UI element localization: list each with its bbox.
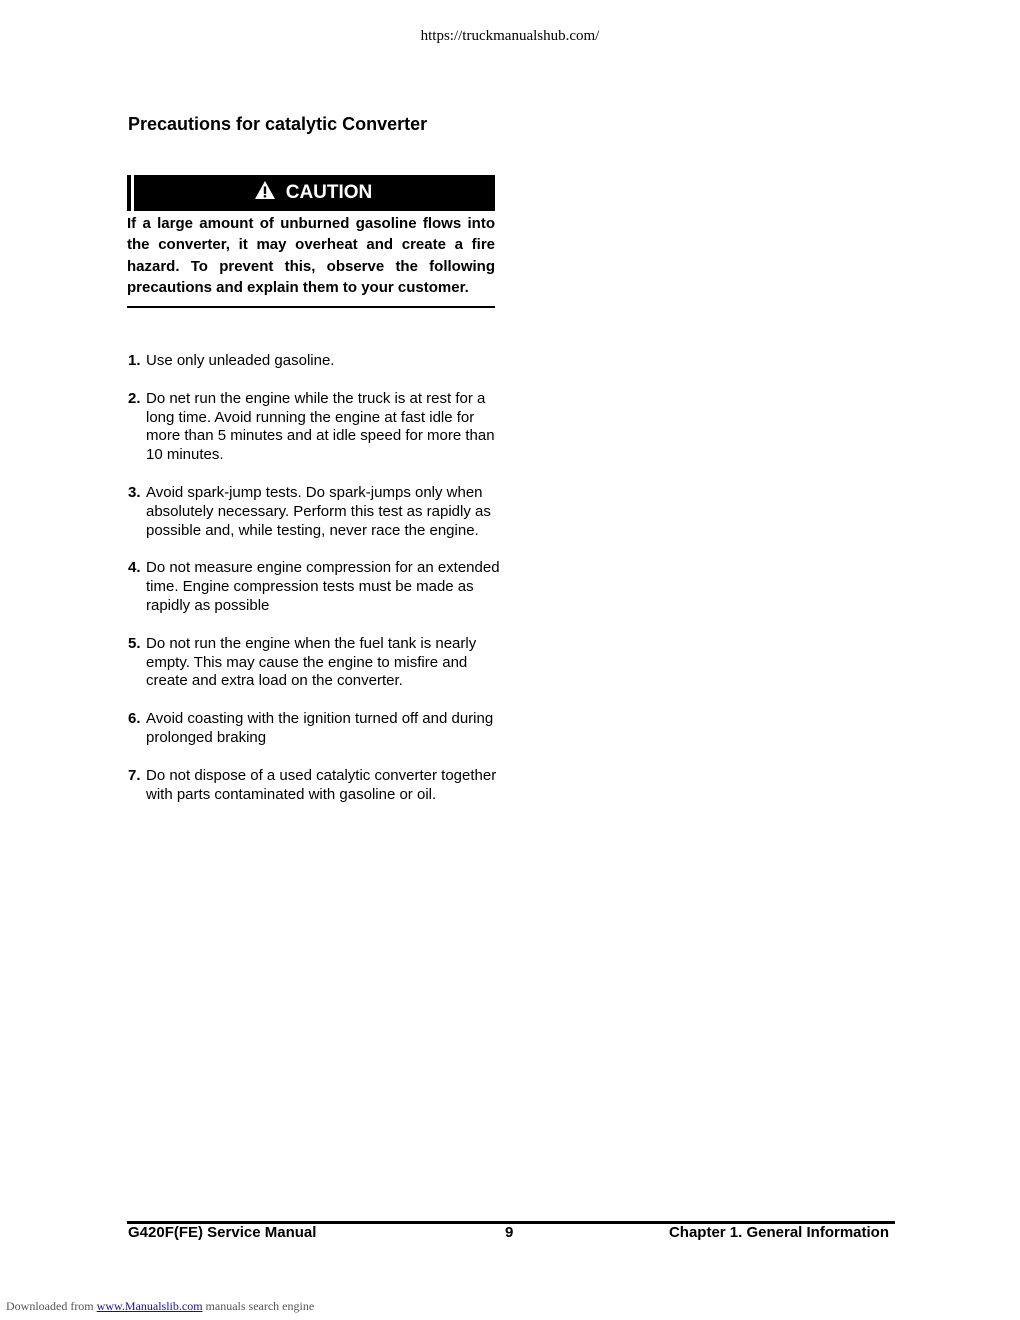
- warning-triangle-icon: [254, 180, 286, 206]
- download-credit: [6, 1299, 314, 1314]
- list-item-text: Use only unleaded gasoline.: [146, 352, 335, 369]
- list-item-number: 6.: [128, 710, 141, 728]
- list-item-number: 7.: [128, 766, 141, 784]
- list-item: [128, 484, 500, 540]
- list-item-text: Do not measure engine compression for an extended time. Engine compression tests must be made as rapidly as possible: [146, 559, 500, 614]
- caution-header: [127, 175, 495, 211]
- section-title: Precautions for catalytic Converter: [128, 114, 428, 134]
- list-item-text: Do not run the engine when the fuel tank is nearly empty. This may cause the engine to misfire and create and extra load on the converter.: [146, 634, 477, 690]
- list-item-number: 1.: [128, 352, 141, 369]
- caution-label: CAUTION: [285, 182, 373, 203]
- manualslib-link[interactable]: www.Manualslib.com: [96, 1299, 203, 1313]
- footer-chapter: Chapter 1. General Information: [668, 1224, 889, 1241]
- list-item-text: Avoid coasting with the ignition turned off and during prolonged braking: [146, 710, 494, 746]
- list-item-number: 2.: [128, 389, 141, 407]
- list-item-text: Do net run the engine while the truck is at rest for a long time. Avoid running the engine at fast idle for more than 5 minutes and at idle speed for more than 10 minutes.: [146, 389, 495, 464]
- source-url: https://truckmanualshub.com/: [420, 28, 600, 44]
- list-item: [128, 710, 500, 748]
- list-item-text: Do not dispose of a used catalytic converter together with parts contaminated with gasoline or oil.: [146, 766, 497, 803]
- list-item-number: 5.: [128, 634, 141, 652]
- credit-prefix: Downloaded from: [6, 1299, 94, 1313]
- list-item: [128, 559, 500, 615]
- list-item: [128, 390, 500, 465]
- page-number: 9: [505, 1224, 514, 1241]
- list-item: [128, 635, 500, 691]
- precautions-list: [128, 352, 500, 823]
- list-item: [128, 352, 500, 371]
- caution-box: [127, 175, 495, 308]
- caution-text: If a large amount of unburned gasoline flows into the converter, it may overheat and create a fire hazard. To prevent this, observe the following precautions and explain them to your customer.: [127, 213, 495, 308]
- list-item-number: 3.: [128, 483, 141, 501]
- list-item: [128, 767, 500, 805]
- footer-manual-title: G420F(FE) Service Manual: [128, 1224, 317, 1241]
- credit-suffix: manuals search engine: [205, 1299, 315, 1313]
- list-item-text: Avoid spark-jump tests. Do spark-jumps only when absolutely necessary. Perform this test as rapidly as possible and, while testing, never race the engine.: [146, 483, 491, 539]
- list-item-number: 4.: [128, 559, 141, 577]
